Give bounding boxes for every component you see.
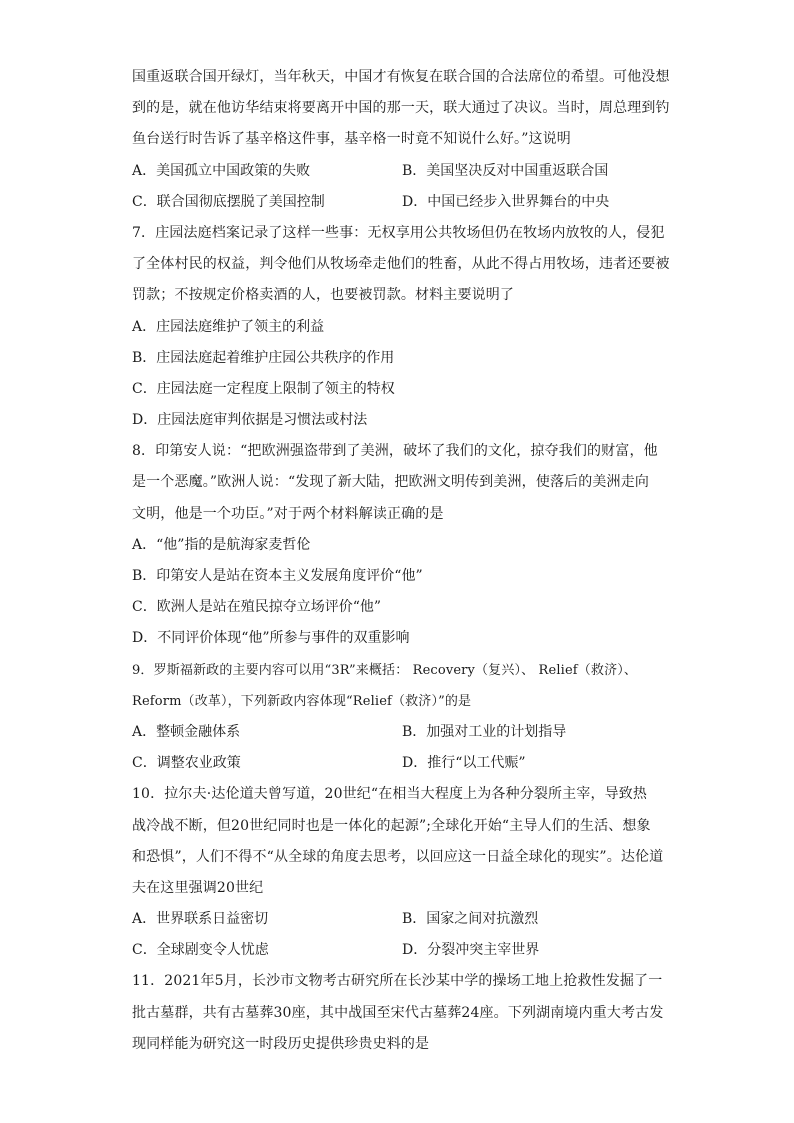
- question-11: [132, 966, 672, 1060]
- stem-line: 战冷战不断，但20世纪同时也是一体化的起源”;全球化开始“主导人们的生活、想象: [132, 817, 651, 834]
- option-c[interactable]: C．庄园法庭一定程度上限制了领主的特权: [132, 380, 395, 397]
- option-b[interactable]: B．庄园法庭起着维护庄园公共秩序的作用: [132, 349, 395, 366]
- option-d[interactable]: D．庄园法庭审判依据是习惯法或村法: [132, 412, 368, 429]
- stem-line: 了全体村民的权益，判令他们从牧场牵走他们的牲畜，从此不得占用牧场，违者还要被: [132, 256, 670, 273]
- stem-line: 罚款；不按规定价格卖酒的人，也要被罚款。材料主要说明了: [132, 287, 515, 304]
- option-a[interactable]: A．世界联系日益密切: [132, 911, 269, 928]
- option-b[interactable]: B．美国坚决反对中国重返联合国: [402, 162, 609, 179]
- option-d[interactable]: D．分裂冲突主宰世界: [402, 942, 540, 959]
- stem-line: 鱼台送行时告诉了基辛格这件事，基辛格一时竟不知说什么好。”这说明: [132, 131, 571, 148]
- option-d[interactable]: D．中国已经步入世界舞台的中央: [402, 193, 610, 210]
- stem-line: 8．印第安人说：“把欧洲强盗带到了美洲，破坏了我们的文化，掠夺我们的财富，他: [132, 443, 658, 460]
- option-c[interactable]: C．联合国彻底摆脱了美国控制: [132, 193, 325, 210]
- option-b[interactable]: B．加强对工业的计划指导: [402, 723, 567, 740]
- option-a[interactable]: A．美国孤立中国政策的失败: [132, 162, 311, 179]
- option-a[interactable]: A．整顿金融体系: [132, 723, 241, 740]
- stem-line: 现同样能为研究这一时段历史提供珍贵史料的是: [132, 1035, 430, 1052]
- stem-line: 批古墓群，共有古墓葬30座，其中战国至宋代古墓葬24座。下列湖南境内重大考古发: [132, 1004, 664, 1021]
- stem-line: 到的是，就在他访华结束将要离开中国的那一天，联大通过了决议。当时，周总理到钓: [132, 100, 670, 117]
- option-d[interactable]: D．不同评价体现“他”所参与事件的双重影响: [132, 630, 410, 647]
- q6-options: [132, 156, 672, 218]
- exam-page: [132, 62, 672, 1060]
- stem-line: 7．庄园法庭档案记录了这样一些事：无权享用公共牧场但仍在牧场内放牧的人，侵犯: [132, 224, 665, 241]
- q6-stem: [132, 62, 672, 156]
- stem-line: 国重返联合国开绿灯，当年秋天，中国才有恢复在联合国的合法席位的希望。可他没想: [132, 69, 670, 85]
- option-b[interactable]: B．国家之间对抗激烈: [402, 911, 539, 928]
- option-c[interactable]: C．全球剧变令人忧虑: [132, 942, 269, 959]
- option-c[interactable]: C．欧洲人是站在殖民掠夺立场评价“他”: [132, 599, 382, 616]
- stem-line: 夫在这里强调20世纪: [132, 879, 264, 896]
- question-10: [132, 779, 672, 966]
- option-a[interactable]: A．庄园法庭维护了领主的利益: [132, 318, 325, 335]
- question-8: [132, 436, 672, 654]
- option-c[interactable]: C．调整农业政策: [132, 755, 241, 772]
- stem-line: 是一个恶魔。”欧洲人说：“发现了新大陆，把欧洲文明传到美洲，使落后的美洲走向: [132, 474, 650, 491]
- stem-line: 9．罗斯福新政的主要内容可以用“3R”来概括： Recovery（复兴）、 Relief（救济）、: [132, 662, 638, 678]
- stem-line: 11．2021年5月，长沙市文物考古研究所在长沙某中学的操场工地上抢救性发掘了一: [132, 973, 663, 990]
- option-a[interactable]: A．“他”指的是航海家麦哲伦: [132, 536, 311, 553]
- question-9: [132, 655, 672, 780]
- stem-line: 10．拉尔夫·达伦道夫曾写道，20世纪“在相当大程度上为各种分裂所主宰，导致热: [132, 786, 648, 803]
- option-b[interactable]: B．印第安人是站在资本主义发展角度评价“他”: [132, 568, 423, 584]
- option-d[interactable]: D．推行“以工代赈”: [402, 755, 526, 772]
- question-7: [132, 218, 672, 436]
- stem-line: Reform（改革），下列新政内容体现“Relief（救济）”的是: [132, 693, 472, 709]
- stem-line: 和恐惧”，人们不得不“从全球的角度去思考，以回应这一日益全球化的现实”。达伦道: [132, 848, 664, 865]
- stem-line: 文明，他是一个功臣。”对于两个材料解读正确的是: [132, 505, 444, 522]
